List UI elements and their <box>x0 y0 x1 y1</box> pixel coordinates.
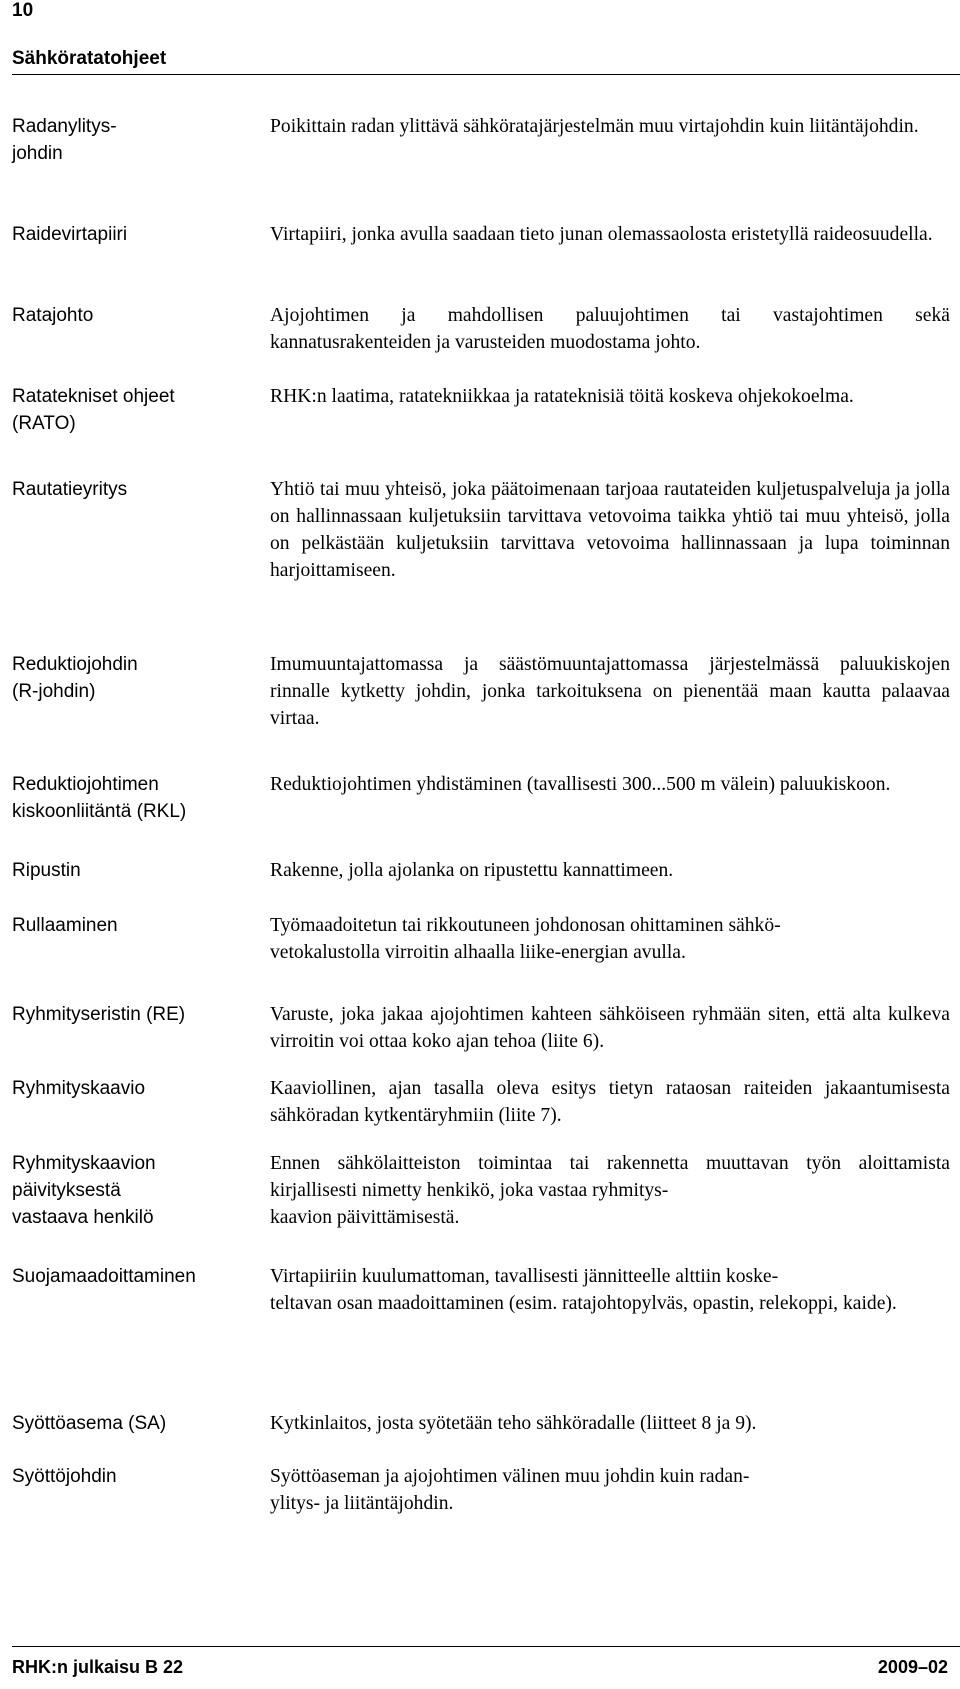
term-reduktiojohdin: Reduktiojohdin (R-johdin) <box>12 654 138 702</box>
definition-reduktiojohtimen-kiskoonliitanta: Reduktiojohtimen yhdistäminen (tavallisesti 300...500 m välein) paluukiskoon. <box>270 774 891 795</box>
term-rullaaminen: Rullaaminen <box>12 915 118 936</box>
term-rautatieyritys: Rautatieyritys <box>12 479 128 500</box>
header-rule <box>12 74 960 75</box>
footer-rule <box>12 1646 960 1647</box>
term-ripustin: Ripustin <box>12 860 81 881</box>
definition-ryhmityskaavio: Kaaviollinen, ajan tasalla oleva esitys tietyn rataosan raiteiden jakaantumisesta sähköradan kytkentäryhmiin (liite 7). <box>270 1078 950 1126</box>
term-radanylitysjohdin: Radanylitys- johdin <box>12 116 117 164</box>
footer-publication: RHK:n julkaisu B 22 <box>12 1657 184 1677</box>
definition-ratajohto: Ajojohtimen ja mahdollisen paluujohtimen tai vastajohtimen sekä kannatusrakenteiden ja varusteiden muodostama johto. <box>270 305 950 353</box>
definition-rullaaminen: Työmaadoitetun tai rikkoutuneen johdonosan ohittaminen sähkö- vetokalustolla virroitin alhaalla liike-energian avulla. <box>270 915 781 963</box>
term-raidevirtapiiri: Raidevirtapiiri <box>12 224 128 245</box>
term-syottojohdin: Syöttöjohdin <box>12 1466 117 1487</box>
definition-raidevirtapiiri: Virtapiiri, jonka avulla saadaan tieto junan olemassaolosta eristetyllä raideosuudella. <box>270 224 933 245</box>
term-ryhmityskaavion-paivityksesta-vastaava: Ryhmityskaavion päivityksestä vastaava henkilö <box>12 1153 156 1228</box>
definition-ripustin: Rakenne, jolla ajolanka on ripustettu kannattimeen. <box>270 860 674 881</box>
term-ratatekniset-ohjeet: Ratatekniset ohjeet (RATO) <box>12 386 175 434</box>
definition-ryhmityskaavion-paivityksesta-vastaava: Ennen sähkölaitteiston toimintaa tai rakennetta muuttavan työn aloittamista kirjallisesti nimetty henkikö, joka vastaa ryhmitys- kaavion päivittämisestä. <box>270 1153 950 1228</box>
definition-syottojohdin: Syöttöaseman ja ajojohtimen välinen muu johdin kuin radan- ylitys- ja liitäntäjohdin. <box>270 1466 750 1514</box>
term-ryhmityskaavio: Ryhmityskaavio <box>12 1078 146 1099</box>
page-number: 10 <box>12 0 34 21</box>
definition-ratatekniset-ohjeet: RHK:n laatima, ratatekniikkaa ja ratateknisiä töitä koskeva ohjekokoelma. <box>270 386 854 407</box>
definition-syottoasema: Kytkinlaitos, josta syötetään teho sähköradalle (liitteet 8 ja 9). <box>270 1413 757 1434</box>
definition-suojamaadoittaminen: Virtapiiriin kuulumattoman, tavallisesti jännitteelle alttiin koske- teltavan osan maadoittaminen (esim. ratajohtopylväs, opastin, relekoppi, kaide). <box>270 1266 897 1314</box>
definition-reduktiojohdin: Imumuuntajattomassa ja säästömuuntajattomassa järjestelmässä paluukiskojen rinnalle kytketty johdin, jonka tarkoituksena on pienentää maan kautta palaavaa virtaa. <box>270 654 950 729</box>
definition-ryhmityseristin: Varuste, joka jakaa ajojohtimen kahteen sähköiseen ryhmään siten, että alta kulkeva virroitin voi ottaa koko ajan tehoa (liite 6). <box>270 1004 950 1052</box>
term-reduktiojohtimen-kiskoonliitanta: Reduktiojohtimen kiskoonliitäntä (RKL) <box>12 774 187 822</box>
running-header-title: Sähköratatohjeet <box>12 48 167 69</box>
term-suojamaadoittaminen: Suojamaadoittaminen <box>12 1266 196 1287</box>
term-syottoasema: Syöttöasema (SA) <box>12 1413 167 1434</box>
definition-rautatieyritys: Yhtiö tai muu yhteisö, joka päätoimenaan tarjoaa rautateiden kuljetuspalveluja ja jolla on hallinnassaan kuljetuksiin tarvittava vetovoima taikka yhtiö tai muu yhteisö, jolla on pelkästään kuljetuksiin tarvittava vetovoima hallinnassaan ja lupa toiminnan harjoittamiseen. <box>270 479 950 581</box>
footer-date: 2009–02 <box>877 1657 948 1677</box>
term-ryhmityseristin: Ryhmityseristin (RE) <box>12 1004 186 1025</box>
definition-radanylitysjohdin: Poikittain radan ylittävä sähköratajärjestelmän muu virtajohdin kuin liitäntäjohdin. <box>270 116 919 137</box>
term-ratajohto: Ratajohto <box>12 305 94 326</box>
